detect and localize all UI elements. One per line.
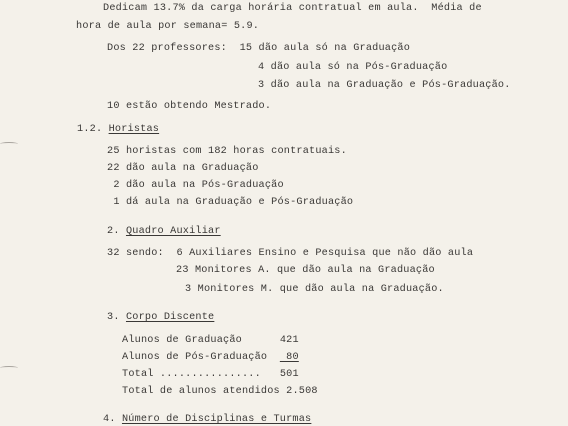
section-heading-3 [107, 312, 214, 324]
text-line: 4 dão aula só na Pós-Graduação [258, 62, 448, 73]
margin-mark [0, 366, 18, 370]
section-number: 4. [103, 414, 116, 425]
text-line: Alunos de Graduação 421 [122, 335, 299, 346]
section-heading-2 [107, 226, 221, 238]
section-title: Quadro Auxiliar [125, 226, 221, 237]
text-line: hora de aula por semana= 5.9. [76, 21, 260, 32]
text-line: 10 estão obtendo Mestrado. [107, 101, 272, 112]
text-line: 23 Monitores A. que dão aula na Graduação [176, 265, 435, 276]
section-number: 1.2. [77, 124, 103, 135]
section-heading-4 [103, 414, 311, 426]
text-line: 2 dão aula na Pós-Graduação [107, 180, 284, 191]
section-heading-1-2 [77, 124, 159, 136]
section-title: Corpo Discente [125, 312, 215, 323]
text-line [122, 352, 299, 364]
text-line: 1 dá aula na Graduação e Pós-Graduação [107, 197, 354, 208]
text-line: 32 sendo: 6 Auxiliares Ensino e Pesquisa que não dão aula [107, 248, 474, 259]
margin-mark [0, 142, 18, 146]
text-line: 3 Monitores M. que dão aula na Graduação. [185, 284, 444, 295]
text-line: 3 dão aula na Graduação e Pós-Graduação. [258, 80, 511, 91]
section-number: 3. [107, 312, 120, 323]
text-line: Dos 22 professores: 15 dão aula só na Graduação [107, 43, 411, 54]
text-line: Total de alunos atendidos 2.508 [122, 386, 318, 397]
text-line: 22 dão aula na Graduação [107, 163, 259, 174]
value: 80 [279, 352, 299, 363]
text-line: Total ................ 501 [122, 369, 299, 380]
section-title: Número de Disciplinas e Turmas [121, 414, 312, 425]
text-line: 25 horistas com 182 horas contratuais. [107, 146, 347, 157]
label: Alunos de Pós-Graduação [122, 352, 280, 363]
section-title: Horistas [108, 124, 160, 135]
text-line: Dedicam 13.7% da carga horária contratual em aula. Média de [103, 3, 482, 14]
section-number: 2. [107, 226, 120, 237]
